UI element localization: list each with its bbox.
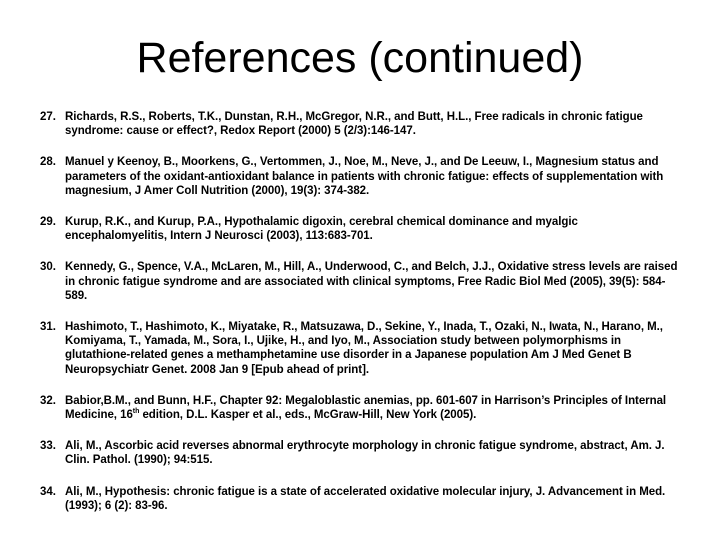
reference-text: Kurup, R.K., and Kurup, P.A., Hypothalamic digoxin, cerebral chemical dominance and myalgic encephalomyelitis, Intern J Neurosci (2003), 113:683-701. — [65, 216, 578, 243]
reference-text: Ali, M., Hypothesis: chronic fatigue is a state of accelerated oxidative molecular injury, J. Advancement in Med. (1993); 6 (2): 83-96. — [65, 485, 666, 512]
reference-item — [40, 215, 680, 243]
reference-text: Manuel y Keenoy, B., Moorkens, G., Vertommen, J., Noe, M., Neve, J., and De Leeuw, I., Magnesium status and parameters of the oxidant-antioxidant balance in patients with chronic fatigue: effects of supplementation with magnesium, J Amer Coll Nutrition (2000), 19(3): 374-382. — [65, 156, 664, 197]
reference-item — [40, 394, 680, 422]
reference-item — [40, 485, 680, 513]
reference-item — [40, 110, 680, 138]
reference-number: 28. — [40, 156, 56, 169]
slide-title: References (continued) — [136, 34, 584, 82]
reference-superscript: th — [132, 408, 140, 416]
reference-text: Kennedy, G., Spence, V.A., McLaren, M., Hill, A., Underwood, C., and Belch, J.J., Oxidative stress levels are raised in chronic fatigue syndrome and are associated with clinical symptoms, Free Radic Biol Med (2005), 39(5): 584-589. — [65, 261, 678, 302]
reference-list — [40, 110, 680, 530]
reference-item — [40, 320, 680, 377]
reference-number: 31. — [40, 321, 56, 334]
reference-number: 30. — [40, 261, 56, 274]
reference-item — [40, 260, 680, 303]
reference-text: Hashimoto, T., Hashimoto, K., Miyatake, R., Matsuzawa, D., Sekine, Y., Inada, T., Ozaki, N., Iwata, N., Harano, M., Komiyama, T., Yamada, M., Sora, I., Ujike, H., and Iyo, M., Association study between polymorphisms in glutathione-related genes a methamphetamine use disorder in a Japanese population Am J Med Genet B Neuropsychiatr Genet. 2008 Jan 9 [Epub ahead of print]. — [65, 321, 663, 376]
reference-number: 34. — [40, 485, 56, 498]
reference-text: Ali, M., Ascorbic acid reverses abnormal erythrocyte morphology in chronic fatigue syndrome, abstract, Am. J. Clin. Pathol. (1990); 94:515. — [65, 440, 665, 467]
reference-item — [40, 439, 680, 467]
reference-number: 32. — [40, 394, 56, 407]
reference-text-after: edition, D.L. Kasper et al., eds., McGraw-Hill, New York (2005). — [139, 409, 477, 422]
reference-number: 29. — [40, 216, 56, 229]
reference-item — [40, 155, 680, 198]
reference-text-before: Babior,B.M., and Bunn, H.F., Chapter 92: Megaloblastic anemias, pp. 601-607 in Harrison’s Principles of Internal Medicine, 16 — [65, 394, 667, 422]
reference-text: Richards, R.S., Roberts, T.K., Dunstan, R.H., McGregor, N.R., and Butt, H.L., Free radicals in chronic fatigue syndrome: cause or effect?, Redox Report (2000) 5 (2/3):146-147. — [65, 111, 643, 138]
reference-number: 33. — [40, 440, 56, 453]
reference-number: 27. — [40, 111, 56, 123]
